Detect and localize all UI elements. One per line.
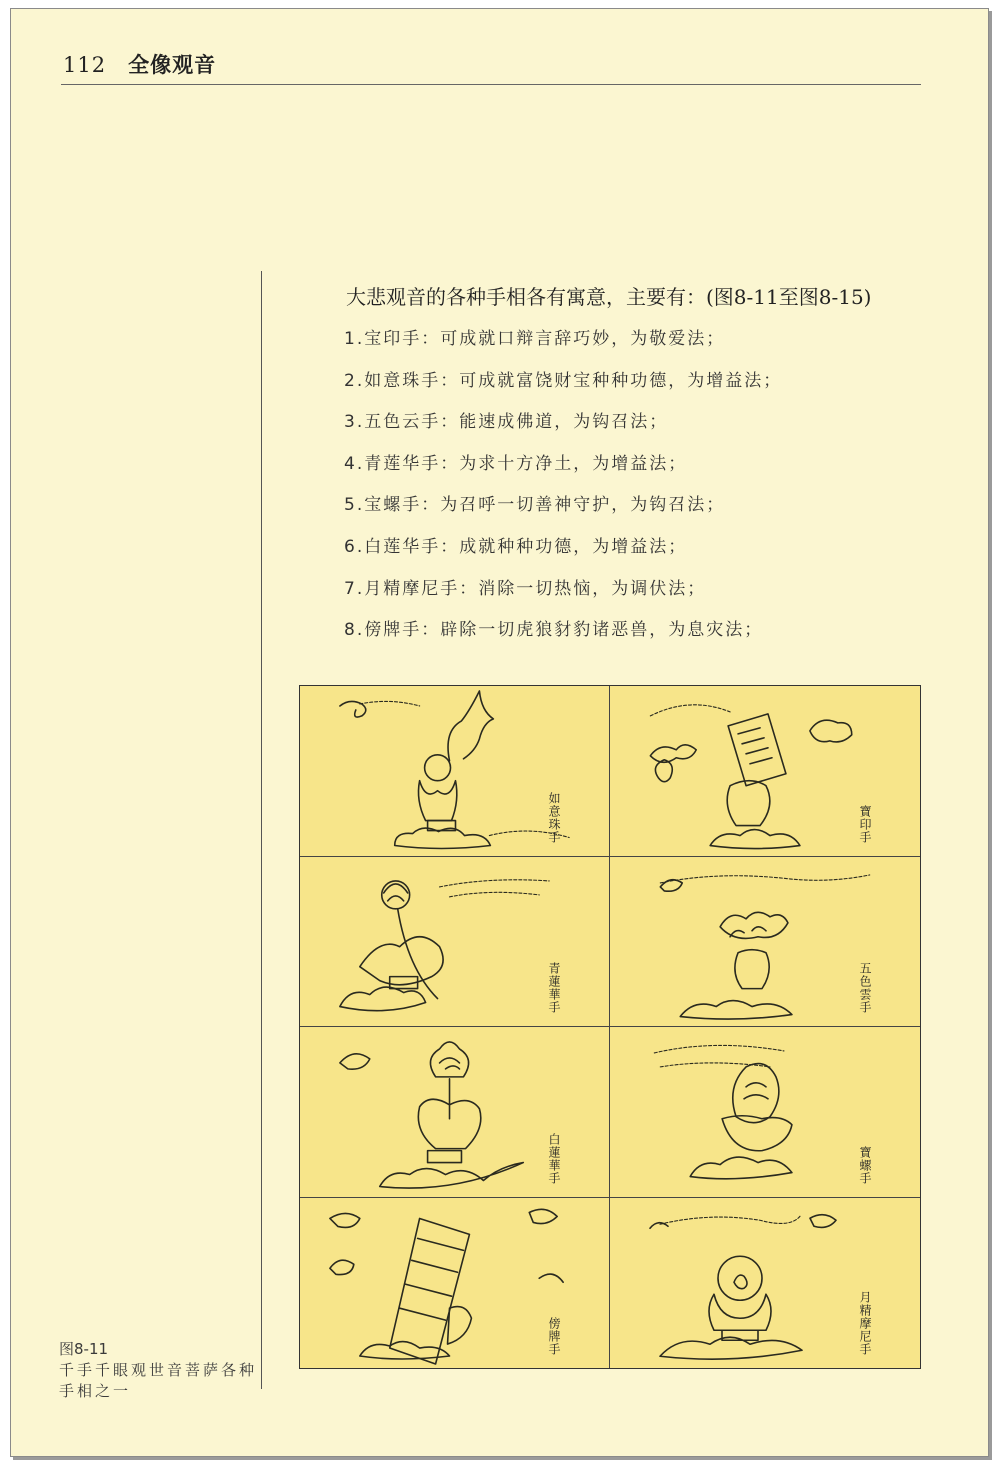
panel-label: 如意珠手 [547, 791, 561, 844]
figure-panel [610, 1198, 920, 1369]
panel-label: 寶螺手 [858, 1145, 872, 1185]
figure-panel [610, 686, 920, 857]
figure-panel [300, 857, 610, 1028]
page-header [63, 49, 216, 79]
list-item: 8.傍牌手：辟除一切虎狼豺豹诸恶兽，为息灾法； [344, 620, 764, 641]
figure-panel [610, 1027, 920, 1198]
list-item: 2.如意珠手：可成就富饶财宝种种功德，为增益法； [344, 370, 783, 391]
panel-label: 月精摩尼手 [858, 1291, 872, 1356]
list-item: 3.五色云手：能速成佛道，为钩召法； [344, 412, 669, 433]
panel-label: 傍牌手 [547, 1317, 561, 1356]
figure-panel [610, 857, 920, 1028]
figure-caption-text: 千手千眼观世音菩萨各种手相之一 [59, 1361, 258, 1400]
page-number: 112 [63, 53, 107, 77]
book-title: 全像观音 [128, 52, 217, 77]
figure-panel [300, 686, 610, 857]
header-rule [61, 84, 921, 85]
list-item: 1.宝印手：可成就口辩言辞巧妙，为敬爱法； [344, 329, 726, 349]
list-item: 6.白莲华手：成就种种功德，为增益法； [344, 536, 688, 557]
figure-caption [59, 1339, 259, 1402]
hand-gesture-figure [299, 685, 921, 1369]
margin-rule [261, 271, 262, 1389]
panel-label: 白蓮華手 [547, 1132, 561, 1185]
hand-gesture-list [344, 319, 782, 652]
list-item: 7.月精摩尼手：消除一切热恼，为调伏法； [344, 578, 707, 599]
figure-panel [300, 1027, 610, 1198]
figure-number: 图8-11 [59, 1340, 109, 1358]
figure-panel [300, 1198, 610, 1369]
book-page [10, 8, 989, 1457]
list-item: 5.宝螺手：为召呼一切善神守护，为钩召法； [344, 495, 726, 516]
intro-paragraph: 大悲观音的各种手相各有寓意，主要有：(图8-11至图8-15) [346, 285, 872, 309]
list-item: 4.青莲华手：为求十方净土，为增益法； [344, 453, 688, 474]
panel-label: 青蓮華手 [547, 962, 561, 1014]
panel-label: 五色雲手 [858, 962, 872, 1014]
panel-label: 寶印手 [858, 804, 872, 844]
